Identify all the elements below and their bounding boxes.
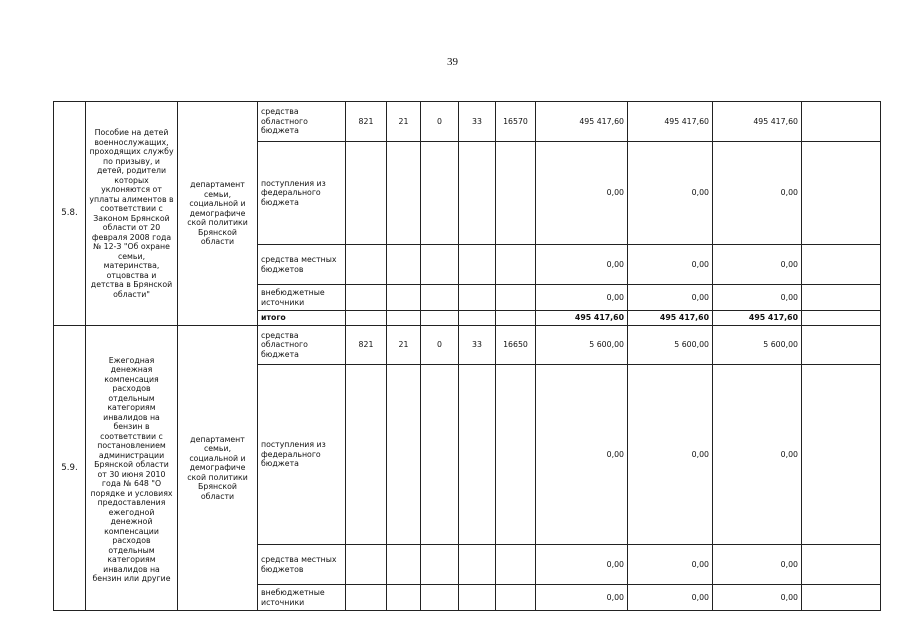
code-cell — [387, 142, 421, 245]
item-department: департамент семьи, социальной и демографиче ской политики Брянской области — [178, 326, 258, 611]
code-cell — [496, 585, 536, 611]
code-cell: 16650 — [496, 326, 536, 365]
code-cell: 21 — [387, 102, 421, 142]
code-cell — [421, 285, 459, 311]
code-cell — [387, 245, 421, 285]
funding-source: средства местных бюджетов — [258, 245, 346, 285]
amount-cell: 495 417,60 — [628, 311, 713, 326]
amount-cell: 0,00 — [713, 365, 802, 545]
code-cell — [421, 245, 459, 285]
code-cell — [421, 142, 459, 245]
code-cell — [387, 311, 421, 326]
amount-cell: 495 417,60 — [628, 102, 713, 142]
code-cell: 821 — [346, 102, 387, 142]
empty-cell — [802, 311, 881, 326]
amount-cell: 0,00 — [628, 585, 713, 611]
amount-cell: 495 417,60 — [713, 311, 802, 326]
code-cell — [459, 285, 496, 311]
code-cell — [459, 245, 496, 285]
amount-cell: 5 600,00 — [628, 326, 713, 365]
empty-cell — [802, 245, 881, 285]
amount-cell: 5 600,00 — [713, 326, 802, 365]
code-cell — [387, 545, 421, 585]
code-cell — [387, 585, 421, 611]
item-number: 5.8. — [54, 102, 86, 326]
empty-cell — [802, 102, 881, 142]
funding-source: внебюджетные источники — [258, 285, 346, 311]
empty-cell — [802, 142, 881, 245]
amount-cell: 0,00 — [628, 365, 713, 545]
empty-cell — [802, 326, 881, 365]
code-cell: 821 — [346, 326, 387, 365]
amount-cell: 0,00 — [713, 245, 802, 285]
code-cell — [459, 142, 496, 245]
code-cell: 0 — [421, 326, 459, 365]
code-cell: 0 — [421, 102, 459, 142]
code-cell — [346, 142, 387, 245]
item-description: Ежегодная денежная компенсация расходов отдельным категориям инвалидов на бензин в соответствии с постановлением администрации Брянской области от 30 июня 2010 года № 648 "О порядке и условиях предоставления ежегодной денежной компенсации расходов отдельным категориям инвалидов на бензин или другие — [86, 326, 178, 611]
amount-cell: 495 417,60 — [536, 311, 628, 326]
code-cell — [459, 365, 496, 545]
table-row — [54, 326, 881, 365]
code-cell — [421, 365, 459, 545]
amount-cell: 0,00 — [536, 142, 628, 245]
amount-cell: 0,00 — [628, 245, 713, 285]
amount-cell: 0,00 — [536, 365, 628, 545]
code-cell — [346, 245, 387, 285]
empty-cell — [802, 585, 881, 611]
code-cell — [459, 585, 496, 611]
code-cell — [496, 142, 536, 245]
amount-cell: 0,00 — [536, 285, 628, 311]
item-number: 5.9. — [54, 326, 86, 611]
code-cell — [346, 285, 387, 311]
funding-source: поступления из федерального бюджета — [258, 365, 346, 545]
code-cell — [421, 585, 459, 611]
code-cell: 21 — [387, 326, 421, 365]
code-cell — [421, 311, 459, 326]
code-cell — [346, 545, 387, 585]
code-cell: 33 — [459, 326, 496, 365]
amount-cell: 0,00 — [628, 545, 713, 585]
amount-cell: 0,00 — [536, 585, 628, 611]
funding-source: средства областного бюджета — [258, 102, 346, 142]
code-cell: 16570 — [496, 102, 536, 142]
empty-cell — [802, 285, 881, 311]
amount-cell: 0,00 — [628, 285, 713, 311]
empty-cell — [802, 365, 881, 545]
amount-cell: 0,00 — [713, 585, 802, 611]
budget-table — [53, 101, 881, 611]
funding-source: внебюджетные источники — [258, 585, 346, 611]
code-cell — [459, 545, 496, 585]
code-cell — [496, 245, 536, 285]
code-cell — [346, 311, 387, 326]
code-cell — [459, 311, 496, 326]
funding-source: средства местных бюджетов — [258, 545, 346, 585]
amount-cell: 0,00 — [713, 285, 802, 311]
empty-cell — [802, 545, 881, 585]
item-department: департамент семьи, социальной и демографиче ской политики Брянской области — [178, 102, 258, 326]
table-row — [54, 102, 881, 142]
code-cell — [387, 285, 421, 311]
amount-cell: 0,00 — [536, 545, 628, 585]
amount-cell: 495 417,60 — [713, 102, 802, 142]
funding-source-total: итого — [258, 311, 346, 326]
code-cell — [496, 545, 536, 585]
page-number: 39 — [447, 56, 458, 68]
code-cell: 33 — [459, 102, 496, 142]
amount-cell: 0,00 — [628, 142, 713, 245]
code-cell — [496, 311, 536, 326]
item-description: Пособие на детей военнослужащих, проходящих службу по призыву, и детей, родители которых уклоняются от уплаты алиментов в соответствии с Законом Брянской области от 20 февраля 2008 года № 12-З "Об охране семьи, материнства, отцовства и детства в Брянской области" — [86, 102, 178, 326]
code-cell — [387, 365, 421, 545]
amount-cell: 0,00 — [536, 245, 628, 285]
amount-cell: 0,00 — [713, 142, 802, 245]
amount-cell: 5 600,00 — [536, 326, 628, 365]
code-cell — [421, 545, 459, 585]
code-cell — [496, 365, 536, 545]
funding-source: средства областного бюджета — [258, 326, 346, 365]
funding-source: поступления из федерального бюджета — [258, 142, 346, 245]
amount-cell: 495 417,60 — [536, 102, 628, 142]
code-cell — [496, 285, 536, 311]
amount-cell: 0,00 — [713, 545, 802, 585]
code-cell — [346, 365, 387, 545]
code-cell — [346, 585, 387, 611]
